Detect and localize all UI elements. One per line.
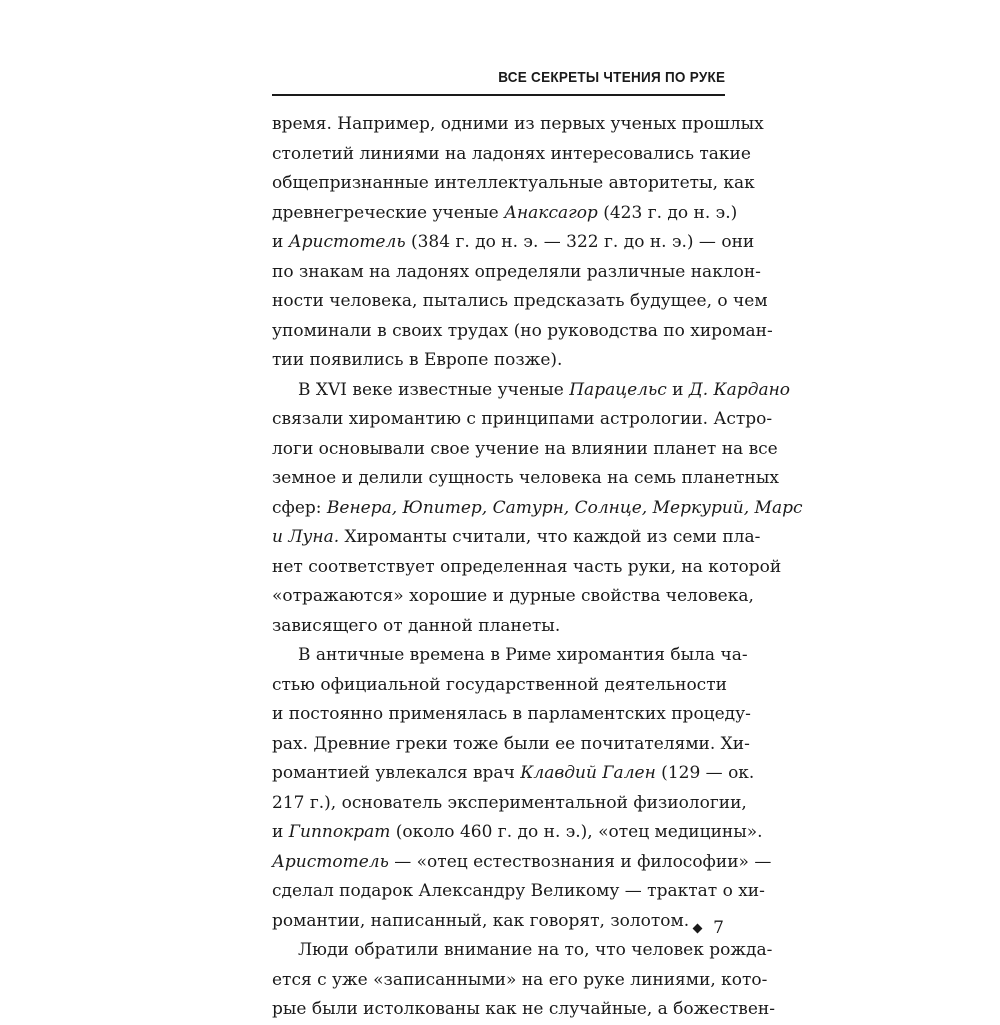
text-run: ности человека, пытались предсказать будущее, о чем xyxy=(272,291,768,311)
text-line xyxy=(272,317,773,347)
text-run: столетий линиями на ладонях интересовались такие xyxy=(272,143,751,164)
text-run: 217 г.), основатель экспериментальной физиологии, xyxy=(272,792,747,813)
text-line xyxy=(272,641,748,671)
text-run: Хироманты считали, что каждой из семи пла- xyxy=(339,527,761,547)
running-head xyxy=(272,66,725,96)
text-line xyxy=(272,523,761,553)
text-run: В XVI веке известные ученые xyxy=(298,379,570,400)
text-run: упоминали в своих трудах (но руководства по хироман- xyxy=(272,320,773,341)
text-run: связали хиромантию с принципами астрологии. Астро- xyxy=(272,409,773,429)
text-line xyxy=(272,169,755,199)
text-run: и постоянно применялась в парламентских процеду- xyxy=(272,704,751,724)
text-run: (около 460 г. до н. э.), «отец медицины». xyxy=(390,822,763,842)
italic-name: Гиппократ xyxy=(288,822,391,842)
text-line xyxy=(272,582,754,612)
body-text xyxy=(272,110,803,1025)
text-line xyxy=(272,848,772,878)
text-line xyxy=(272,789,747,819)
text-line xyxy=(272,553,782,583)
text-line xyxy=(272,435,778,465)
text-run: (384 г. до н. э. — 322 г. до н. э.) — они xyxy=(405,232,755,252)
text-line xyxy=(272,907,725,937)
italic-name: Аристотель xyxy=(272,851,389,872)
text-run: древнегреческие ученые xyxy=(272,202,505,223)
text-line xyxy=(272,966,768,996)
text-line xyxy=(272,110,764,140)
text-run: логи основывали свое учение на влиянии планет на все xyxy=(272,438,778,459)
text-line xyxy=(272,287,768,317)
text-line xyxy=(272,818,763,848)
text-line xyxy=(272,376,791,406)
text-line xyxy=(272,995,775,1025)
text-run: (129 — ок. xyxy=(655,763,755,783)
text-run: рах. Древние греки тоже были ее почитателями. Хи- xyxy=(272,733,750,754)
text-run: и xyxy=(272,232,289,252)
page-folio xyxy=(694,918,724,938)
text-run: и xyxy=(272,822,289,842)
text-run: сфер: xyxy=(272,497,327,518)
italic-name: Анаксагор xyxy=(504,202,598,223)
text-line xyxy=(272,228,755,258)
text-line xyxy=(272,612,725,642)
text-run: рые были истолкованы как не случайные, а божествен- xyxy=(272,999,775,1019)
text-line xyxy=(272,405,773,435)
text-run: — «отец естествознания и философии» — xyxy=(388,851,772,872)
text-line xyxy=(272,199,738,229)
text-run: романтии, написанный, как говорят, золотом. xyxy=(272,910,690,931)
italic-name: и Луна. xyxy=(272,527,340,547)
text-line xyxy=(272,936,773,966)
text-line xyxy=(272,258,761,288)
text-run: зависящего от данной планеты. xyxy=(272,615,561,636)
text-run: земное и делили сущность человека на семь планетных xyxy=(272,468,779,488)
text-run: время. Например, одними из первых ученых прошлых xyxy=(272,114,764,134)
text-run: стью официальной государственной деятельности xyxy=(272,674,727,695)
text-line xyxy=(272,494,803,524)
diamond-icon xyxy=(693,923,703,933)
text-line xyxy=(272,671,725,701)
italic-name: Парацельс xyxy=(569,379,667,400)
italic-name: Венера, Юпитер, Сатурн, Солнце, Меркурий, Марс xyxy=(326,497,803,518)
text-run: «отражаются» хорошие и дурные свойства человека, xyxy=(272,586,754,606)
text-run: нет соответствует определенная часть руки, на которой xyxy=(272,556,782,577)
italic-name: Клавдий Гален xyxy=(520,763,656,783)
text-run: сделал подарок Александру Великому — трактат о хи- xyxy=(272,881,765,901)
running-title: ВСЕ СЕКРЕТЫ ЧТЕНИЯ ПО РУКЕ xyxy=(497,69,725,86)
text-line xyxy=(272,140,751,170)
italic-name: Аристотель xyxy=(288,232,406,252)
text-run: и xyxy=(666,379,689,400)
text-line xyxy=(272,730,750,760)
text-run: (423 г. до н. э.) xyxy=(597,202,738,223)
text-run: Люди обратили внимание на то, что человек рожда- xyxy=(298,940,773,960)
text-run: по знакам на ладонях определяли различные наклон- xyxy=(272,261,761,282)
text-run: романтией увлекался врач xyxy=(272,763,521,783)
text-run: тии появились в Европе позже). xyxy=(272,350,563,370)
italic-name: Д. Кардано xyxy=(688,379,791,400)
text-run: общепризнанные интеллектуальные авторитеты, как xyxy=(272,173,755,193)
page-number: 7 xyxy=(713,918,724,938)
text-line xyxy=(272,877,765,907)
text-line xyxy=(272,700,751,730)
text-run: В античные времена в Риме хиромантия была ча- xyxy=(298,645,748,665)
text-line xyxy=(272,346,725,376)
text-run: ется с уже «записанными» на его руке линиями, кото- xyxy=(272,969,768,990)
text-line xyxy=(272,759,755,789)
text-line xyxy=(272,464,779,494)
